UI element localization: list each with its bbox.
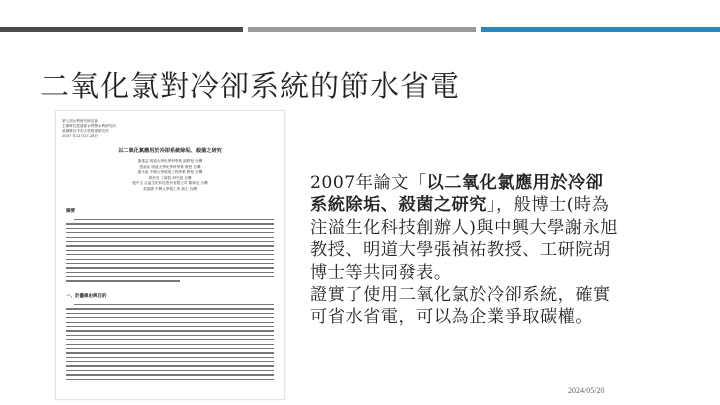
- paper-text-line: [66, 317, 274, 318]
- paper-meta: [62, 119, 116, 139]
- paper-text-line: [66, 344, 274, 345]
- slide-title: 二氧化氯對冷卻系統的節水省電: [40, 69, 461, 103]
- paper-text-line: [66, 361, 274, 362]
- paper-text-line: [66, 223, 274, 224]
- paper-text-line: [66, 267, 274, 268]
- paper-section-abstract: 摘要: [66, 209, 75, 214]
- accent-bar-gray: [248, 27, 476, 32]
- paper-author: 殷中文 注溢生化科技股份有限公司 董事長 台灣: [132, 181, 208, 186]
- paper-meta-line: 主辦單位經濟部水利署水利研究所: [62, 124, 116, 128]
- paper-author: 張禎祐 明道大學化學科學系 教授 台灣: [139, 164, 201, 169]
- paper-text-line: [66, 357, 274, 358]
- paragraph-1-lead: 2007年論文「: [310, 173, 427, 193]
- paper-text-line: [66, 228, 274, 229]
- paper-section-intro: 一、計畫緣由與目的: [66, 294, 107, 299]
- paragraph-1-rest: 」，般博士(時為注溢生化科技創辦人)與中興大學謝永旭教授、明道大學張禎祐教授、工研院胡博士等共同發表。: [310, 195, 618, 283]
- paper-text-line: [66, 365, 274, 366]
- paper-author: 胡美芳 工研院 研究員 台灣: [148, 175, 192, 180]
- accent-bar-blue: [481, 27, 720, 32]
- paper-title-emphasis: 以二氧化氯應用於冷卻 系統除垢、殺菌之研究: [310, 173, 604, 216]
- paper-thumbnail: [55, 110, 285, 400]
- paper-text-line: [66, 280, 180, 281]
- paper-title: 以二氧化氯應用於冷卻系統除垢、殺菌之研究: [118, 148, 222, 154]
- paper-text-line: [66, 313, 274, 314]
- paper-author: 黃振國 中興大學環工所 碩士 台灣: [143, 186, 197, 191]
- paper-text-line: [66, 374, 274, 375]
- paper-text-line: [74, 304, 274, 305]
- paper-text-line: [66, 272, 274, 273]
- paper-text-line: [66, 308, 274, 309]
- paper-intro-text: [66, 304, 274, 383]
- paper-text-line: [66, 245, 274, 246]
- slide-body: [310, 172, 620, 329]
- accent-bar-dark: [0, 27, 243, 32]
- paper-text-line: [66, 370, 274, 371]
- paper-text-line: [66, 263, 274, 264]
- paper-authors: [56, 159, 284, 193]
- paragraph-1: [310, 172, 620, 284]
- paper-text-line: [66, 237, 274, 238]
- paper-text-line: [66, 335, 274, 336]
- paper-text-line: [66, 241, 274, 242]
- paper-text-line: [66, 254, 274, 255]
- paper-author: 謝達益 明道大學化學科學系 副教授 台灣: [137, 159, 203, 163]
- paper-text-line: [66, 352, 274, 353]
- paper-text-line: [66, 339, 274, 340]
- paper-text-line: [66, 379, 274, 380]
- paper-text-line: [66, 232, 274, 233]
- paper-meta-line: 2007 年12月27-28日: [62, 134, 99, 138]
- paper-meta-line: 協辦單位中央大學營建研究所: [62, 129, 109, 133]
- paper-text-line: [66, 259, 274, 260]
- paper-text-line: [66, 322, 274, 323]
- paper-author: 謝永旭 中興大學環境工程學系 教授 台灣: [137, 170, 203, 175]
- paper-text-line: [66, 250, 274, 251]
- slide-date: 2024/05/20: [568, 386, 605, 395]
- paper-text-line: [74, 219, 274, 220]
- paper-abstract-text: [66, 219, 274, 285]
- paper-text-line: [66, 326, 274, 327]
- paper-meta-line: 第七屆水利研究研討會: [62, 119, 98, 123]
- paragraph-2: 證實了使用二氧化氯於冷卻系統，確實可省水省電，可以為企業爭取碳權。: [310, 285, 611, 328]
- paper-text-line: [66, 330, 274, 331]
- paper-text-line: [66, 276, 274, 277]
- paper-text-line: [66, 348, 274, 349]
